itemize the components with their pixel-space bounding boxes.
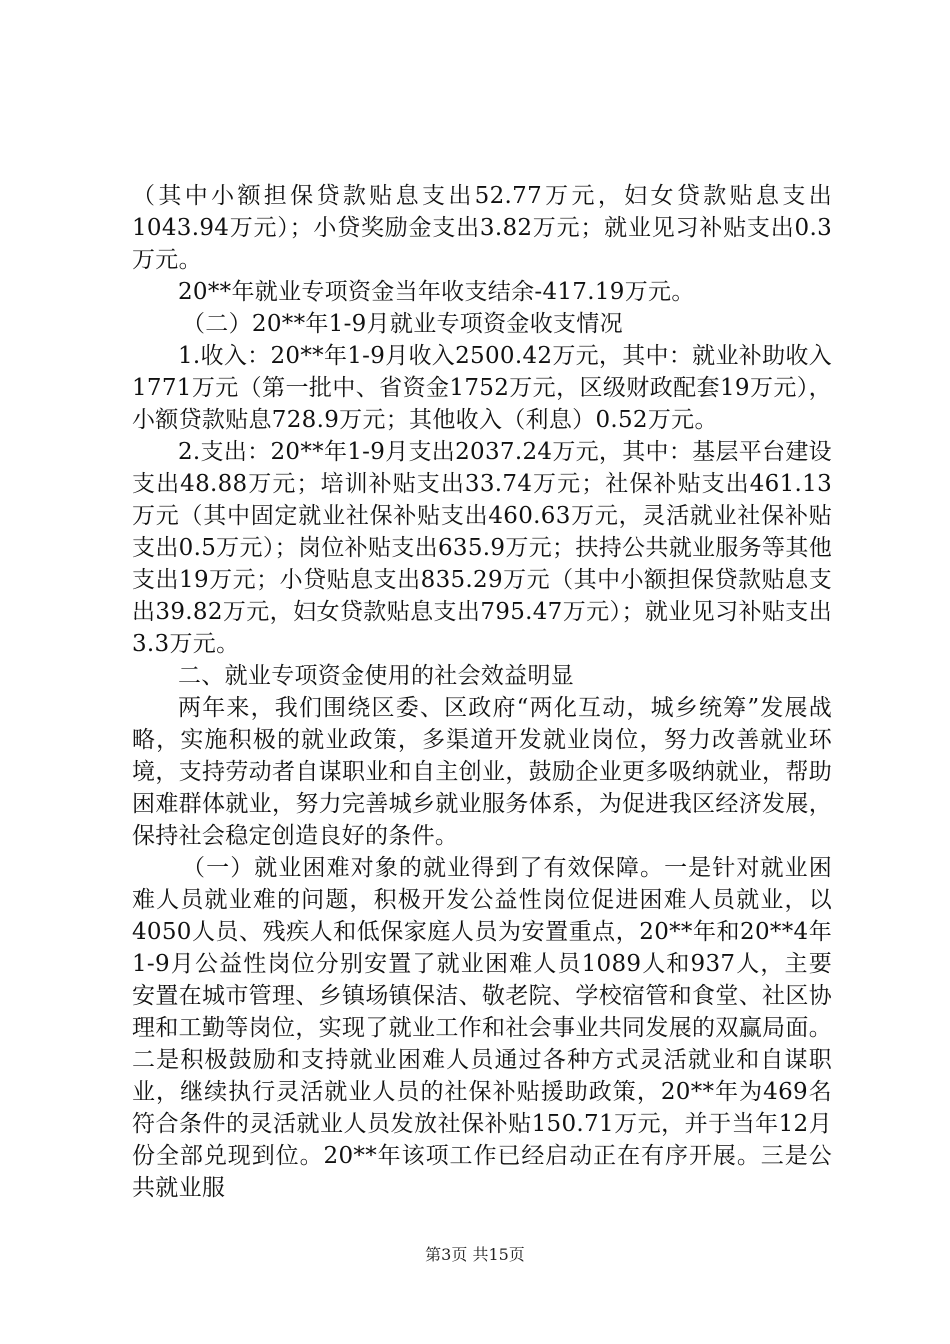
document-body: [132, 180, 832, 1204]
paragraph-expense: 2.支出：20**年1-9月支出2037.24万元，其中：基层平台建设支出48.88万元；培训补贴支出33.74万元；社保补贴支出461.13万元（其中固定就业社保补贴支出460.63万元，灵活就业社保补贴支出0.5万元）；岗位补贴支出635.9万元；扶持公共就业服务等其他支出19万元；小贷贴息支出835.29万元（其中小额担保贷款贴息支出39.82万元，妇女贷款贴息支出795.47万元）；就业见习补贴支出3.3万元。: [132, 439, 832, 657]
paragraph-two-years: 两年来，我们围绕区委、区政府“两化互动，城乡统筹”发展战略，实施积极的就业政策，多渠道开发就业岗位，努力改善就业环境，支持劳动者自谋职业和自主创业，鼓励企业更多吸纳就业，帮助困难群体就业，努力完善城乡就业服务体系，为促进我区经济发展，保持社会稳定创造良好的条件。: [132, 695, 832, 849]
section-heading-benefits: 二、就业专项资金使用的社会效益明显: [178, 663, 575, 689]
paragraph-1: （其中小额担保贷款贴息支出52.77万元，妇女贷款贴息支出1043.94万元）；小贷奖励金支出3.82万元；就业见习补贴支出0.3万元。: [132, 183, 832, 273]
section-heading-2: （二）20**年1-9月就业专项资金收支情况: [182, 311, 623, 337]
paragraph-income: 1.收入：20**年1-9月收入2500.42万元，其中：就业补助收入1771万元（第一批中、省资金1752万元，区级财政配套19万元），小额贷款贴息728.9万元；其他收入（利息）0.52万元。: [132, 343, 832, 433]
page-number-footer: 第3页 共15页: [425, 1245, 525, 1264]
paragraph-2: 20**年就业专项资金当年收支结余-417.19万元。: [178, 279, 695, 305]
paragraph-difficult-groups: （一）就业困难对象的就业得到了有效保障。一是针对就业困难人员就业难的问题，积极开发公益性岗位促进困难人员就业，以4050人员、残疾人和低保家庭人员为安置重点，20**年和20**4年1-9月公益性岗位分别安置了就业困难人员1089人和937人，主要安置在城市管理、乡镇场镇保洁、敬老院、学校宿管和食堂、社区协理和工勤等岗位，实现了就业工作和社会事业共同发展的双赢局面。二是积极鼓励和支持就业困难人员通过各种方式灵活就业和自谋职业，继续执行灵活就业人员的社保补贴援助政策，20**年为469名符合条件的灵活就业人员发放社保补贴150.71万元，并于当年12月份全部兑现到位。20**年该项工作已经启动正在有序开展。三是公共就业服: [132, 855, 832, 1201]
